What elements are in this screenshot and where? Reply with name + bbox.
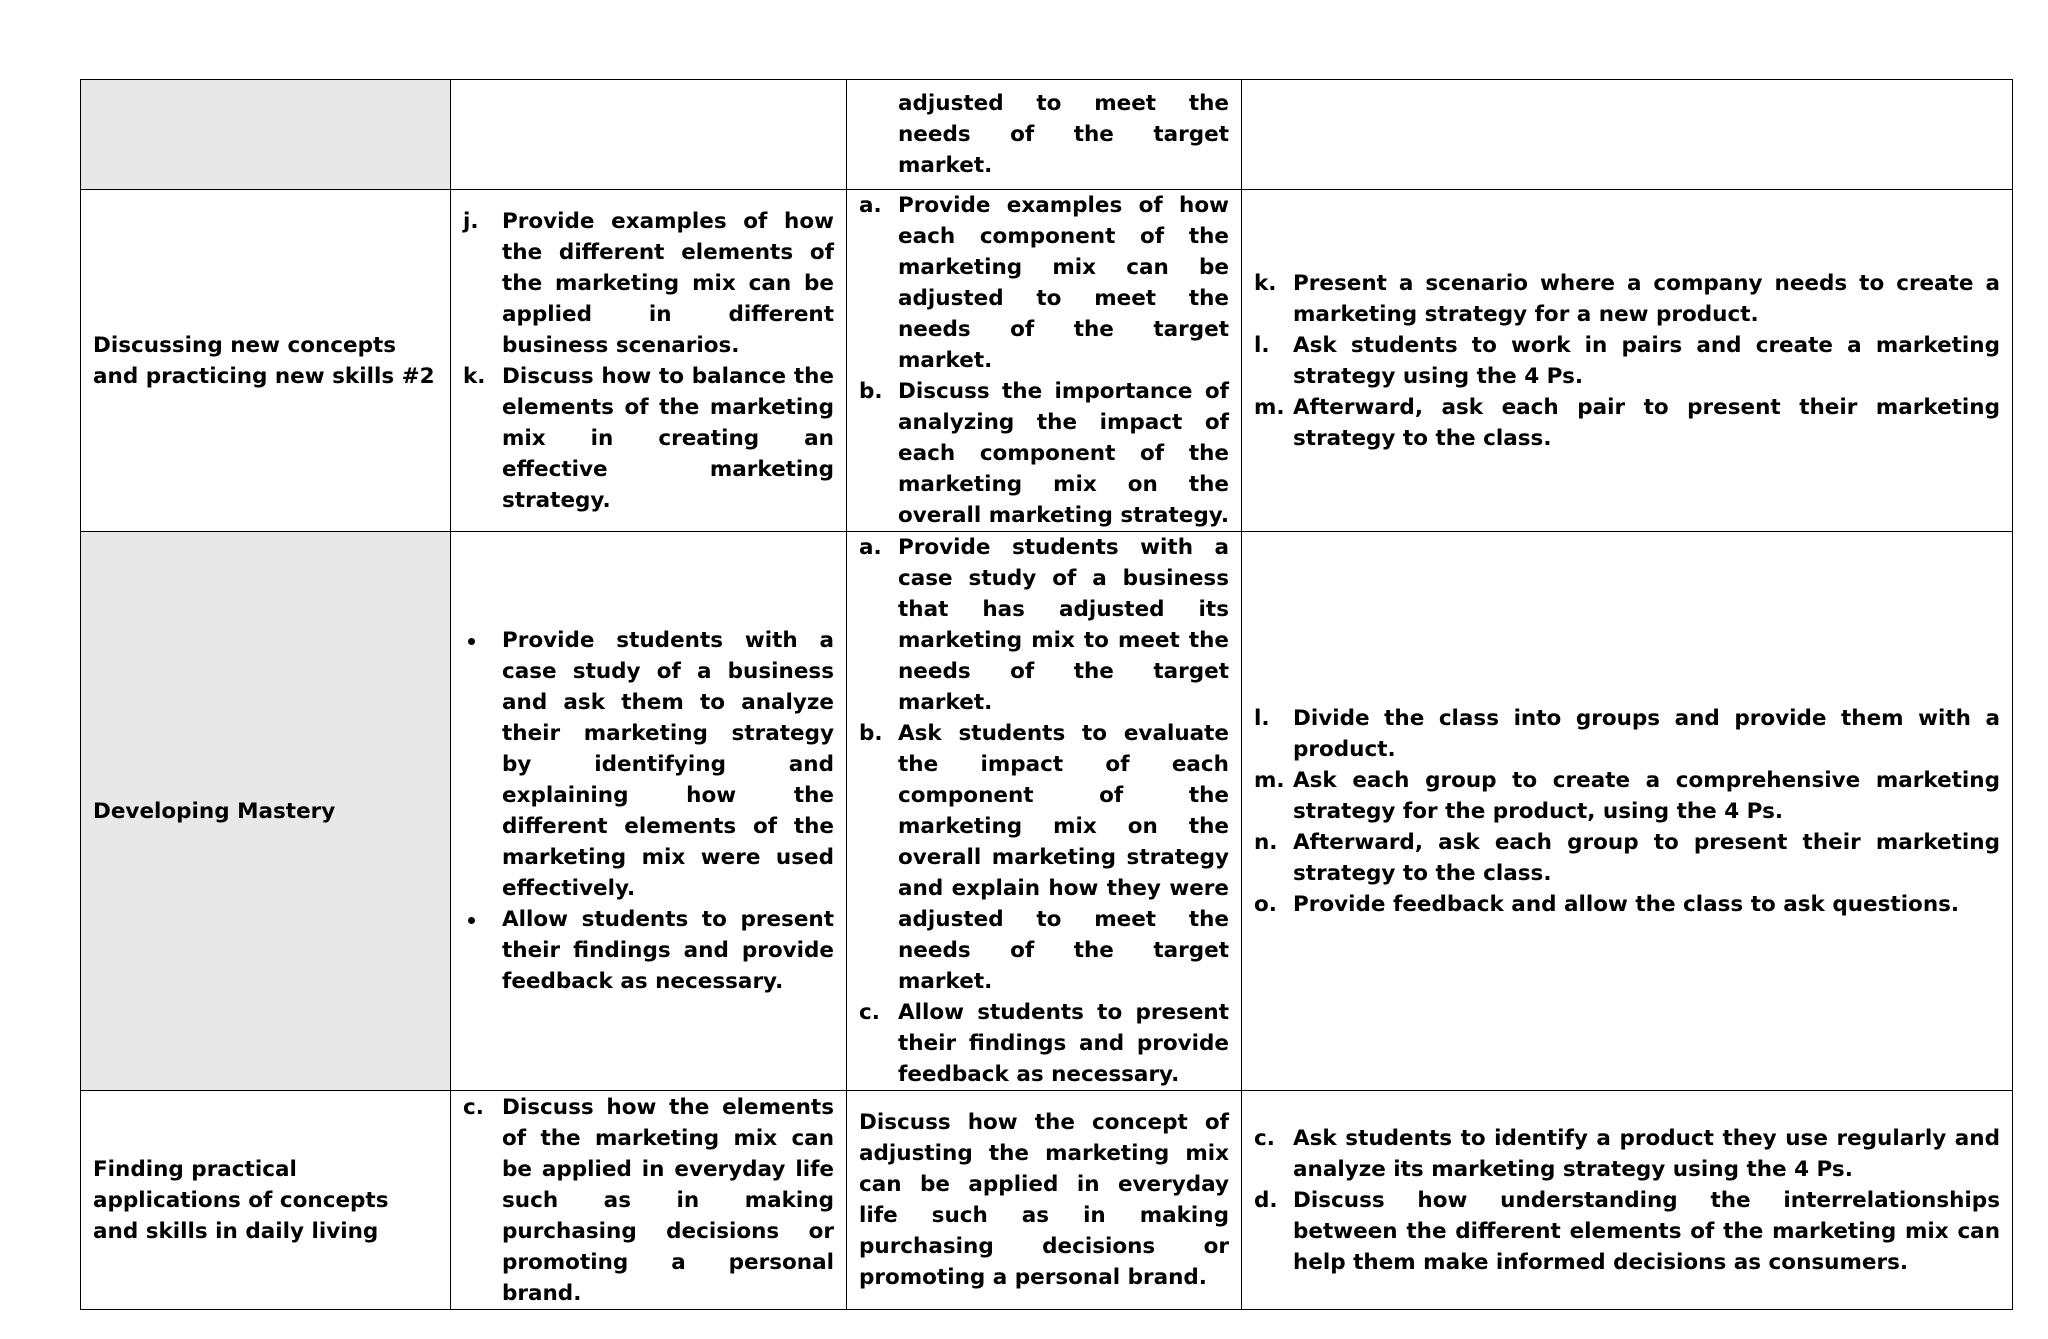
bullet-icon	[468, 638, 475, 645]
list-item	[859, 190, 1229, 376]
list-item	[1254, 765, 2000, 827]
list-marker: k.	[1254, 270, 1277, 296]
list-item-text: Provide students with a case study of a business and ask them to analyze their marketing strategy by identifying and explaining how the different elements of the marketing mix were used effectively.	[502, 628, 834, 901]
list-item	[1254, 1123, 2000, 1185]
list-marker: m.	[1254, 767, 1285, 793]
list-item	[463, 625, 834, 904]
list-item-text: Discuss how the elements of the marketing mix can be applied in everyday life such as in making purchasing decisions or promoting a personal brand.	[502, 1094, 834, 1306]
strategy-cell	[1242, 80, 2013, 190]
list-marker: l.	[1254, 332, 1270, 358]
list-marker: m.	[1254, 394, 1285, 420]
list-item-text: Ask each group to create a comprehensive marketing strategy for the product, using the 4 Ps.	[1293, 767, 2000, 824]
list-item-text: Afterward, ask each pair to present their marketing strategy to the class.	[1293, 394, 2000, 451]
list-item	[859, 376, 1229, 531]
row-label-cell	[81, 190, 451, 532]
list-item-text: Provide feedback and allow the class to ask questions.	[1293, 891, 1960, 917]
list-marker: a.	[859, 193, 882, 218]
list-item	[1254, 703, 2000, 765]
list-item-text: Provide examples of how the different elements of the marketing mix can be applied in different business scenarios.	[502, 208, 834, 358]
list-marker: l.	[1254, 705, 1270, 731]
list-marker: c.	[1254, 1125, 1275, 1151]
paragraph-text: Discuss how the concept of adjusting the marketing mix can be applied in everyday life such as in making purchasing decisions or promoting a personal brand.	[859, 1110, 1229, 1290]
list-item	[1254, 392, 2000, 454]
strategy-cell	[1242, 1091, 2013, 1310]
activity-cell	[847, 532, 1242, 1091]
list-item-text: Present a scenario where a company needs to create a marketing strategy for a new product.	[1293, 270, 2000, 327]
list-item	[859, 88, 1229, 181]
activity-cell	[847, 190, 1242, 532]
list-item-text: Afterward, ask each group to present their marketing strategy to the class.	[1293, 829, 2000, 886]
row-label-cell	[81, 1091, 451, 1310]
list-marker: j.	[463, 208, 479, 234]
procedure-cell	[451, 80, 847, 190]
table-row	[81, 1091, 2013, 1310]
list-item-text: Provide students with a case study of a business that has adjusted its marketing mix to meet the needs of the target market.	[898, 535, 1229, 715]
list-item-text: Discuss the importance of analyzing the impact of each component of the marketing mix on the overall marketing strategy.	[898, 379, 1229, 528]
list-item-text: Allow students to present their findings and provide feedback as necessary.	[502, 907, 834, 994]
row-label: Discussing new concepts and practicing new skills #2	[93, 332, 435, 389]
list-item	[463, 1092, 834, 1309]
list-item	[1254, 827, 2000, 889]
list-item	[463, 206, 834, 361]
list-item-text: adjusted to meet the needs of the target market.	[898, 91, 1229, 178]
list-item	[463, 904, 834, 997]
list-item	[859, 718, 1229, 997]
list-marker: k.	[463, 363, 486, 389]
list-item-text: Discuss how to balance the elements of the marketing mix in creating an effective marketing strategy.	[502, 363, 834, 513]
activity-cell	[847, 1091, 1242, 1310]
activity-cell	[847, 80, 1242, 190]
list-marker: a.	[859, 535, 882, 560]
list-item-text: Ask students to evaluate the impact of each component of the marketing mix on the overall marketing strategy and explain how they were adjusted to meet the needs of the target market.	[898, 721, 1229, 994]
row-label: Developing Mastery	[93, 798, 336, 824]
procedure-cell	[451, 190, 847, 532]
table-row	[81, 532, 2013, 1091]
procedure-cell	[451, 1091, 847, 1310]
list-item-text: Discuss how understanding the interrelationships between the different elements of the marketing mix can help them make informed decisions as consumers.	[1293, 1187, 2000, 1275]
list-item	[859, 997, 1229, 1090]
row-label-cell	[81, 532, 451, 1091]
list-item	[859, 532, 1229, 718]
list-marker: c.	[859, 1000, 880, 1025]
table-row	[81, 190, 2013, 532]
strategy-cell	[1242, 532, 2013, 1091]
list-item	[463, 361, 834, 516]
list-item-text: Allow students to present their findings and provide feedback as necessary.	[898, 1000, 1229, 1087]
list-marker: b.	[859, 379, 883, 404]
list-marker: n.	[1254, 829, 1278, 855]
list-marker: o.	[1254, 891, 1277, 917]
list-item	[1254, 268, 2000, 330]
table-row	[81, 80, 2013, 190]
list-marker: b.	[859, 721, 883, 746]
bullet-icon	[468, 917, 475, 924]
row-label-cell	[81, 80, 451, 190]
list-marker: d.	[1254, 1187, 1278, 1213]
list-item-text: Divide the class into groups and provide them with a product.	[1293, 705, 2000, 762]
list-marker: c.	[463, 1094, 484, 1120]
procedure-cell	[451, 532, 847, 1091]
row-label: Finding practical applications of concepts and skills in daily living	[93, 1156, 389, 1244]
strategy-cell	[1242, 190, 2013, 532]
list-item	[1254, 330, 2000, 392]
list-item	[1254, 889, 2000, 920]
list-item	[1254, 1185, 2000, 1278]
list-item-text: Provide examples of how each component of the marketing mix can be adjusted to meet the needs of the target market.	[898, 193, 1229, 373]
lesson-plan-table	[80, 79, 2013, 1310]
list-item-text: Ask students to work in pairs and create a marketing strategy using the 4 Ps.	[1293, 332, 2000, 389]
list-item-text: Ask students to identify a product they use regularly and analyze its marketing strategy using the 4 Ps.	[1293, 1125, 2000, 1182]
